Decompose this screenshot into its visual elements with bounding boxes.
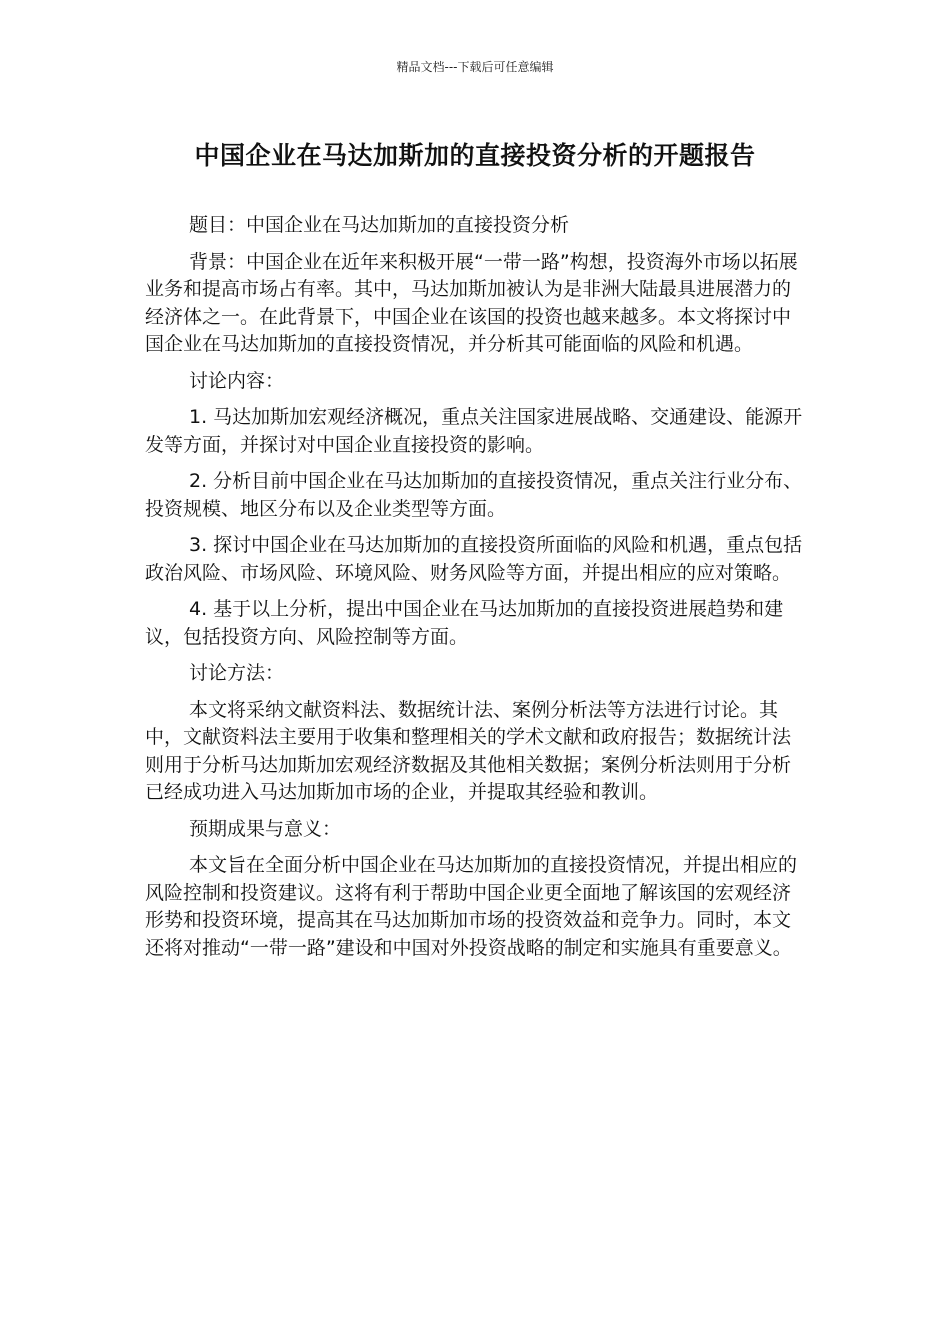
document-body — [145, 212, 805, 971]
method-paragraph: 本文将采纳文献资料法、数据统计法、案例分析法等方法进行讨论。其中，文献资料法主要用于收集和整理相关的学术文献和政府报告；数据统计法则用于分析马达加斯加宏观经济数据及其他相关数据；案例分析法则用于分析已经成功进入马达加斯加市场的企业，并提取其经验和教训。 — [145, 698, 792, 803]
section-heading-method: 讨论方法： — [189, 662, 285, 684]
section-heading-outcome: 预期成果与意义： — [189, 817, 342, 840]
content-item-4: 4. 基于以上分析，提出中国企业在马达加斯加的直接投资进展趋势和建议，包括投资方向、风险控制等方面。 — [145, 598, 784, 648]
document-title: 中国企业在马达加斯加的直接投资分析的开题报告 — [194, 141, 756, 170]
background-paragraph: 背景：中国企业在近年来积极开展“一带一路”构想，投资海外市场以拓展业务和提高市场占有率。其中，马达加斯加被认为是非洲大陆最具进展潜力的经济体之一。在此背景下，中国企业在该国的投资也越来越多。本文将探讨中国企业在马达加斯加的直接投资情况，并分析其可能面临的风险和机遇。 — [145, 250, 798, 355]
content-item-3: 3. 探讨中国企业在马达加斯加的直接投资所面临的风险和机遇，重点包括政治风险、市场风险、环境风险、财务风险等方面，并提出相应的应对策略。 — [145, 534, 803, 584]
content-item-2: 2. 分析目前中国企业在马达加斯加的直接投资情况，重点关注行业分布、投资规模、地区分布以及企业类型等方面。 — [145, 470, 803, 520]
topic-paragraph: 题目：中国企业在马达加斯加的直接投资分析 — [189, 214, 570, 236]
outcome-paragraph: 本文旨在全面分析中国企业在马达加斯加的直接投资情况，并提出相应的风险控制和投资建议。这将有利于帮助中国企业更全面地了解该国的宏观经济形势和投资环境，提高其在马达加斯加市场的投资效益和竞争力。同时，本文还将对推动“一带一路”建设和中国对外投资战略的制定和实施具有重要意义。 — [145, 854, 798, 959]
content-item-1: 1. 马达加斯加宏观经济概况，重点关注国家进展战略、交通建设、能源开发等方面，并探讨对中国企业直接投资的影响。 — [145, 406, 803, 456]
section-heading-content: 讨论内容： — [189, 369, 285, 392]
header-note: 精品文档---下载后可任意编辑 — [396, 60, 554, 74]
